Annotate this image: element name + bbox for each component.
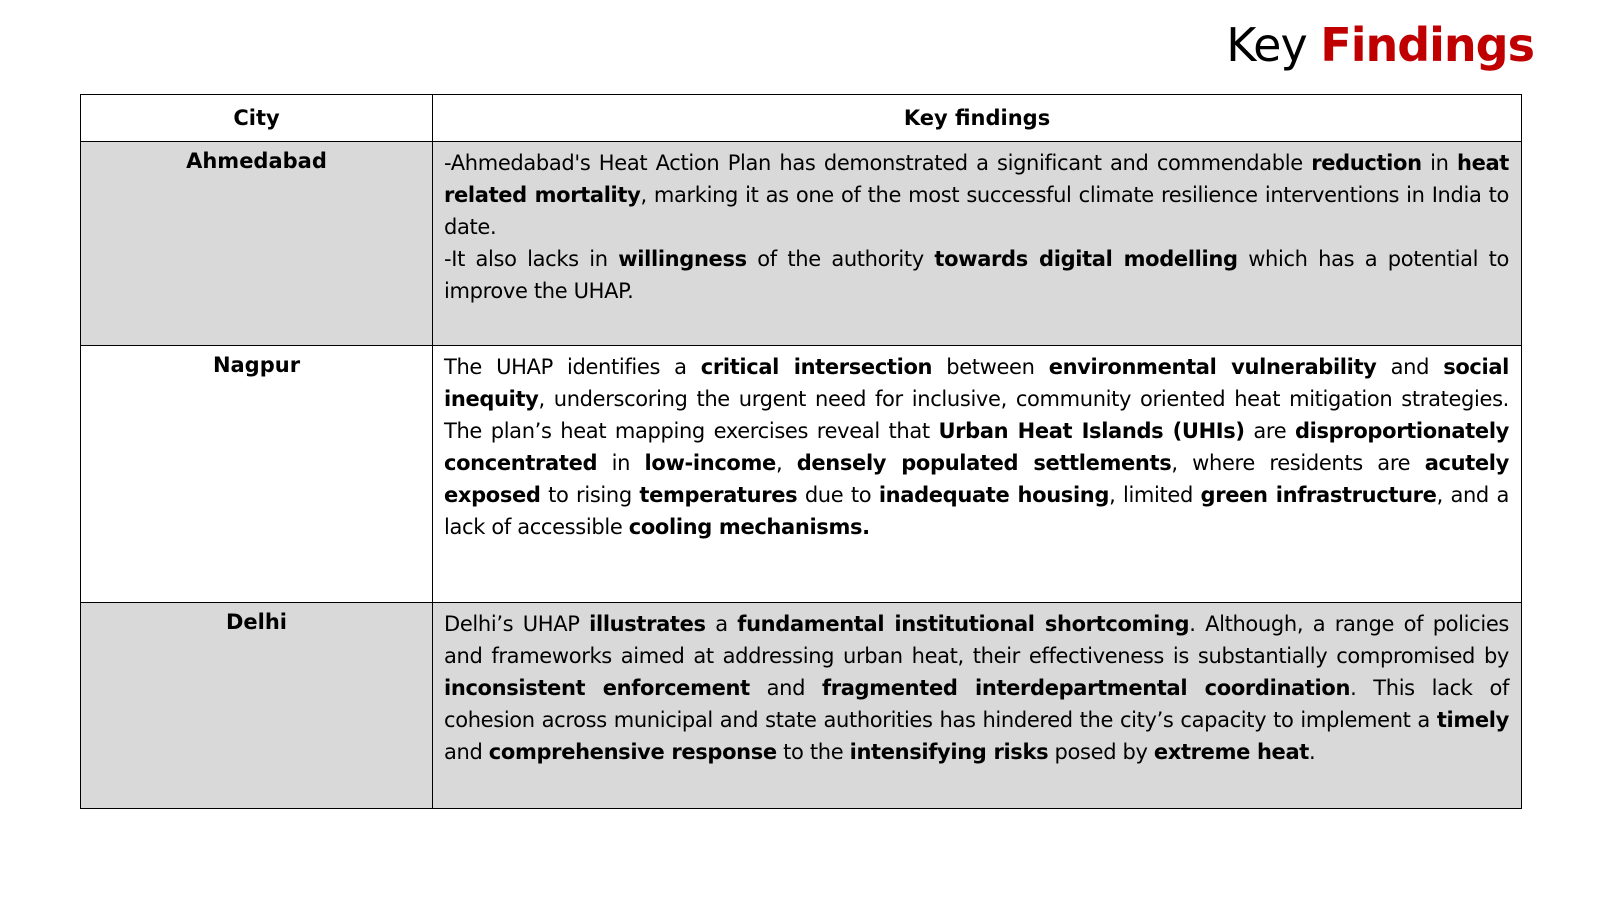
finding-text: and xyxy=(444,740,489,764)
finding-paragraph xyxy=(444,147,1509,243)
table-row-ahmedabad xyxy=(81,142,1522,346)
slide-title-key: Key xyxy=(1226,18,1307,72)
finding-emphasis: fundamental institutional shortcoming xyxy=(737,612,1190,636)
finding-text: Delhi’s UHAP xyxy=(444,612,590,636)
finding-emphasis: densely populated settlements xyxy=(796,451,1172,475)
finding-text: . Although, a range of policies and frameworks aimed at addressing urban heat, their effectiveness is substantially compromised by xyxy=(444,612,1509,668)
finding-emphasis: intensifying risks xyxy=(849,740,1049,764)
city-cell: Ahmedabad xyxy=(81,142,433,346)
slide-title-findings: Findings xyxy=(1320,18,1534,72)
finding-text: , underscoring the urgent need for inclusive, community oriented heat mitigation strategies. The plan’s heat mapping exercises reveal that xyxy=(444,387,1509,443)
finding-text: due to xyxy=(797,483,879,507)
findings-cell xyxy=(433,142,1522,346)
table-header-row xyxy=(81,95,1522,142)
finding-emphasis: heat related mortality xyxy=(444,151,1509,207)
finding-emphasis: reduction xyxy=(1311,151,1422,175)
finding-emphasis: timely xyxy=(1436,708,1509,732)
finding-text: posed by xyxy=(1048,740,1154,764)
finding-text: The UHAP identifies a xyxy=(444,355,701,379)
finding-text: which has a potential to improve the UHAP. xyxy=(444,247,1509,303)
finding-text: , xyxy=(775,451,797,475)
finding-emphasis: low-income xyxy=(644,451,776,475)
key-findings-table xyxy=(80,94,1522,809)
table-row-delhi xyxy=(81,603,1522,809)
finding-text: , and a lack of accessible xyxy=(444,483,1509,539)
finding-text: to the xyxy=(776,740,850,764)
findings-cell xyxy=(433,346,1522,603)
finding-text: and xyxy=(749,676,822,700)
finding-text: a xyxy=(705,612,738,636)
finding-emphasis: green infrastructure xyxy=(1200,483,1437,507)
finding-emphasis: fragmented interdepartmental coordination xyxy=(821,676,1351,700)
city-cell: Delhi xyxy=(81,603,433,809)
finding-text: -Ahmedabad's Heat Action Plan has demonstrated a significant and commendable xyxy=(444,151,1312,175)
finding-paragraph xyxy=(444,243,1509,307)
finding-emphasis: acutely exposed xyxy=(444,451,1509,507)
slide-title xyxy=(1226,20,1534,71)
finding-paragraph xyxy=(444,608,1509,768)
finding-emphasis: temperatures xyxy=(639,483,798,507)
finding-emphasis: inadequate housing xyxy=(878,483,1110,507)
finding-text: and xyxy=(1376,355,1444,379)
city-cell: Nagpur xyxy=(81,346,433,603)
header-city: City xyxy=(81,95,433,142)
finding-text: between xyxy=(932,355,1049,379)
finding-text: in xyxy=(1421,151,1457,175)
findings-cell xyxy=(433,603,1522,809)
finding-emphasis: Urban Heat Islands (UHIs) xyxy=(938,419,1245,443)
table-row-nagpur xyxy=(81,346,1522,603)
header-key-findings: Key findings xyxy=(433,95,1522,142)
finding-emphasis: social inequity xyxy=(444,355,1510,411)
finding-emphasis: cooling mechanisms. xyxy=(628,515,870,539)
finding-text: to rising xyxy=(540,483,640,507)
finding-text: are xyxy=(1244,419,1295,443)
finding-paragraph xyxy=(444,351,1509,543)
finding-emphasis: comprehensive response xyxy=(488,740,777,764)
finding-emphasis: willingness xyxy=(618,247,747,271)
finding-emphasis: illustrates xyxy=(589,612,706,636)
finding-text: of the authority xyxy=(746,247,935,271)
finding-emphasis: inconsistent enforcement xyxy=(444,676,750,700)
finding-text: -It also lacks in xyxy=(444,247,619,271)
finding-emphasis: extreme heat xyxy=(1153,740,1309,764)
finding-emphasis: environmental vulnerability xyxy=(1048,355,1377,379)
finding-text: , marking it as one of the most successful climate resilience interventions in India to date. xyxy=(444,183,1509,239)
finding-text: , limited xyxy=(1109,483,1201,507)
finding-text: . This lack of cohesion across municipal and state authorities has hindered the city’s capacity to implement a xyxy=(444,676,1510,732)
finding-emphasis: critical intersection xyxy=(700,355,933,379)
finding-emphasis: disproportionately concentrated xyxy=(444,419,1509,475)
finding-emphasis: towards digital modelling xyxy=(934,247,1238,271)
finding-text: . xyxy=(1308,740,1316,764)
finding-text: , where residents are xyxy=(1171,451,1425,475)
finding-text: in xyxy=(597,451,645,475)
